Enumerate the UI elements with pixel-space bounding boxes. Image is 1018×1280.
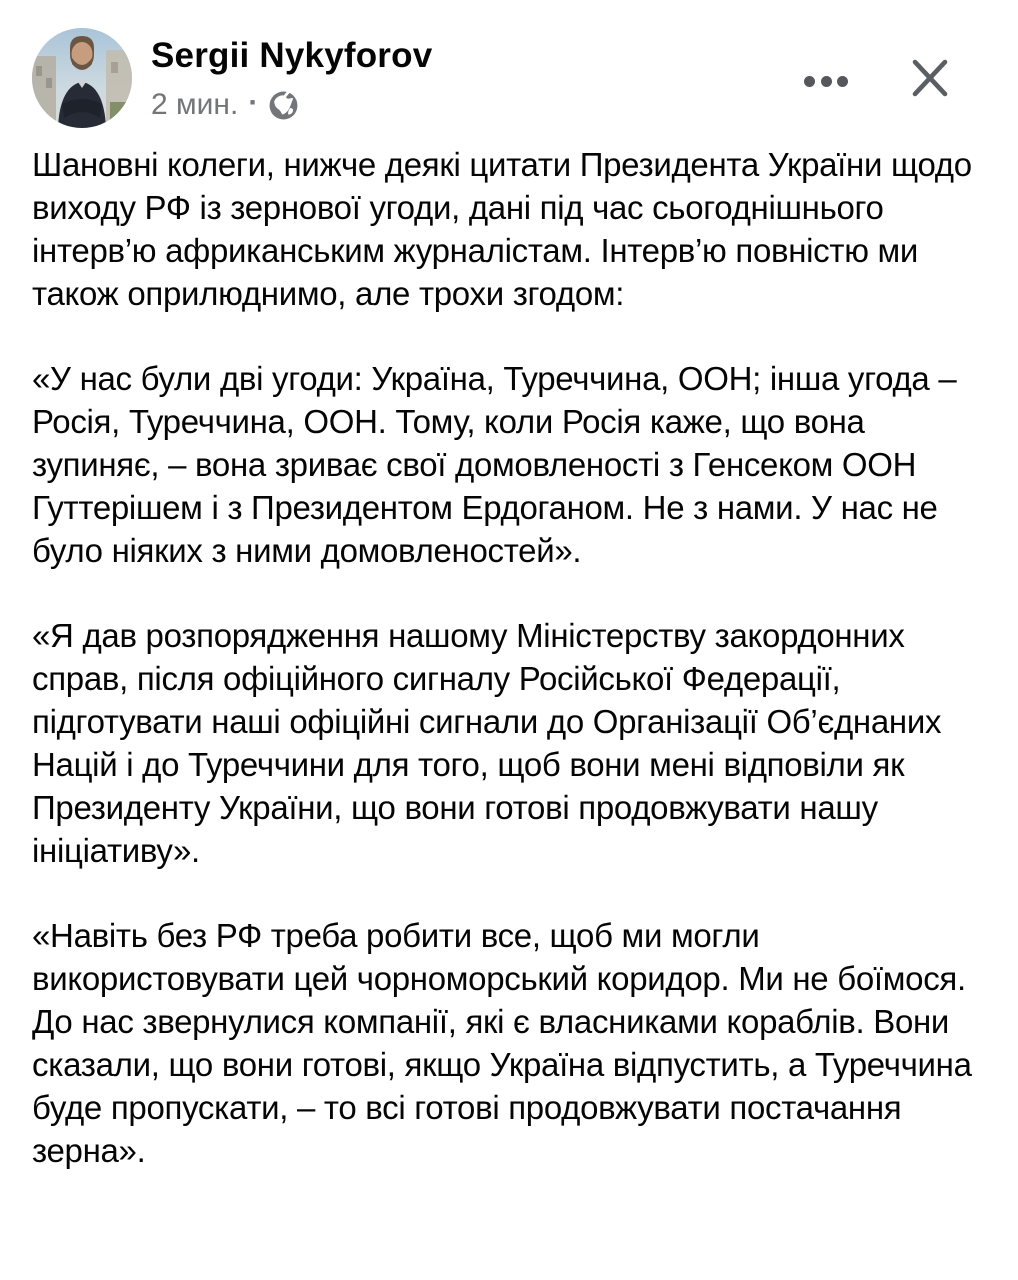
post-header <box>32 28 986 128</box>
ellipsis-dot <box>821 76 832 87</box>
post-paragraph: «У нас були дві угоди: Україна, Туреччина, ООН; інша угода – Росія, Туреччина, ООН. Тому, коли Росія каже, що вона зупиняє, – вона зриває свої домовленості з Генсеком ООН Гуттерішем і з Президентом Ердоганом. Не з нами. У нас не було ніяких з ними домовленостей». <box>32 360 957 569</box>
ellipsis-dot <box>837 76 848 87</box>
avatar-photo-illustration <box>32 28 132 128</box>
post-body <box>32 143 992 1172</box>
post-paragraph: Шановні колеги, нижче деякі цитати Президента України щодо виходу РФ із зернової угоди, дані під час сьогоднішнього інтерв’ю африканським журналістам. Інтерв’ю повністю ми також оприлюднимо, але трохи згодом: <box>32 146 972 312</box>
close-button[interactable] <box>910 58 950 98</box>
post-paragraph: «Навіть без РФ треба робити все, щоб ми могли використовувати цей чорноморський коридор. Ми не боїмося. До нас звернулися компанії, які є власниками кораблів. Вони сказали, що вони готові, якщо Україна відпустить, а Туреччина буде пропускати, – то всі готові продовжувати постачання зерна». <box>32 917 972 1169</box>
author-block <box>151 28 432 121</box>
ellipsis-dot <box>804 76 815 87</box>
close-icon <box>910 58 950 98</box>
avatar[interactable] <box>32 28 132 128</box>
post-meta <box>151 86 432 121</box>
author-name[interactable]: Sergii Nykyforov <box>151 36 433 75</box>
more-options-button[interactable] <box>804 73 848 89</box>
globe-icon <box>268 90 299 121</box>
post-paragraph: «Я дав розпорядження нашому Міністерству закордонних справ, після офіційного сигналу Російської Федерації, підготувати наші офіційні сигнали до Організації Об’єднаних Націй і до Туреччини для того, щоб вони мені відповіли як Президенту України, що вони готові продовжувати нашу ініціативу». <box>32 617 942 869</box>
meta-separator: · <box>248 86 259 119</box>
timestamp[interactable]: 2 мин. <box>151 88 239 121</box>
